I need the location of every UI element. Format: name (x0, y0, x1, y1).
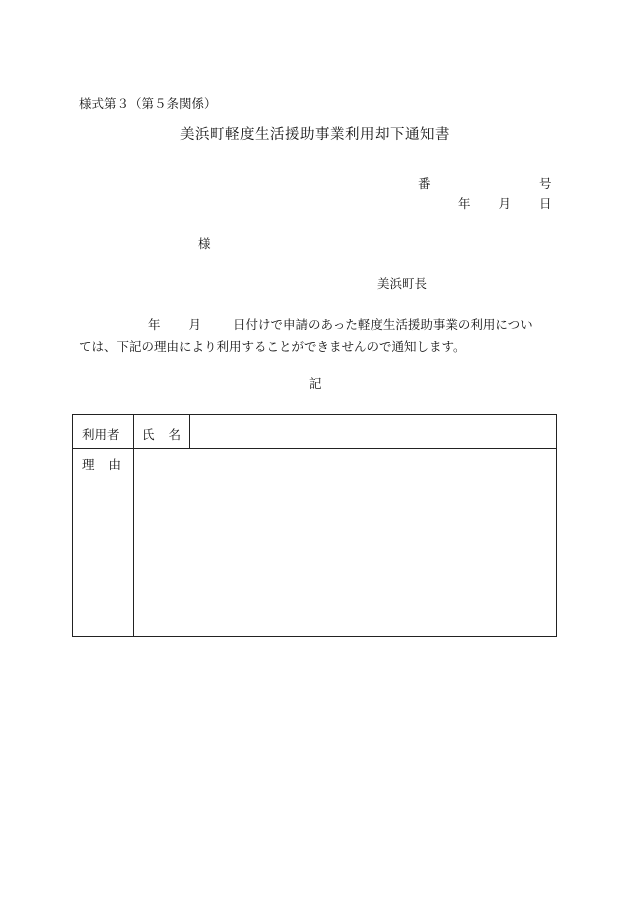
name-label-char-2: 名 (168, 427, 182, 442)
reference-number-label: 番 (418, 176, 431, 191)
body-text-line-2: ては、下記の理由により利用することができませんので通知します。 (79, 339, 466, 354)
reason-field[interactable] (135, 450, 555, 635)
form-number: 様式第３（第５条関係） (79, 96, 217, 111)
record-table (72, 414, 557, 637)
user-label: 利用者 (82, 427, 120, 442)
body-line1-text: 日付けで申請のあった軽度生活援助事業の利用につい (233, 317, 533, 332)
issue-date (458, 198, 552, 211)
name-field[interactable] (191, 416, 555, 447)
table-divider-vertical-2 (189, 415, 190, 448)
body-month: 月 (188, 317, 202, 332)
issue-date-year: 年 (458, 196, 471, 211)
reference-number-suffix: 号 (539, 176, 552, 191)
document-title: 美浜町軽度生活援助事業利用却下通知書 (180, 127, 450, 143)
body-text-line-1 (148, 319, 533, 332)
issue-date-day: 日 (539, 196, 552, 211)
name-label-char-1: 氏 (142, 427, 155, 442)
issuer-name: 美浜町長 (377, 276, 428, 291)
name-label (142, 425, 181, 443)
ki-heading: 記 (309, 376, 322, 391)
table-divider-horizontal (73, 448, 556, 449)
reason-label (82, 455, 121, 473)
reason-label-char-1: 理 (82, 457, 95, 472)
issue-date-month: 月 (498, 196, 512, 211)
addressee-suffix: 様 (198, 236, 211, 251)
reason-label-char-2: 由 (108, 457, 122, 472)
body-year: 年 (148, 317, 161, 332)
